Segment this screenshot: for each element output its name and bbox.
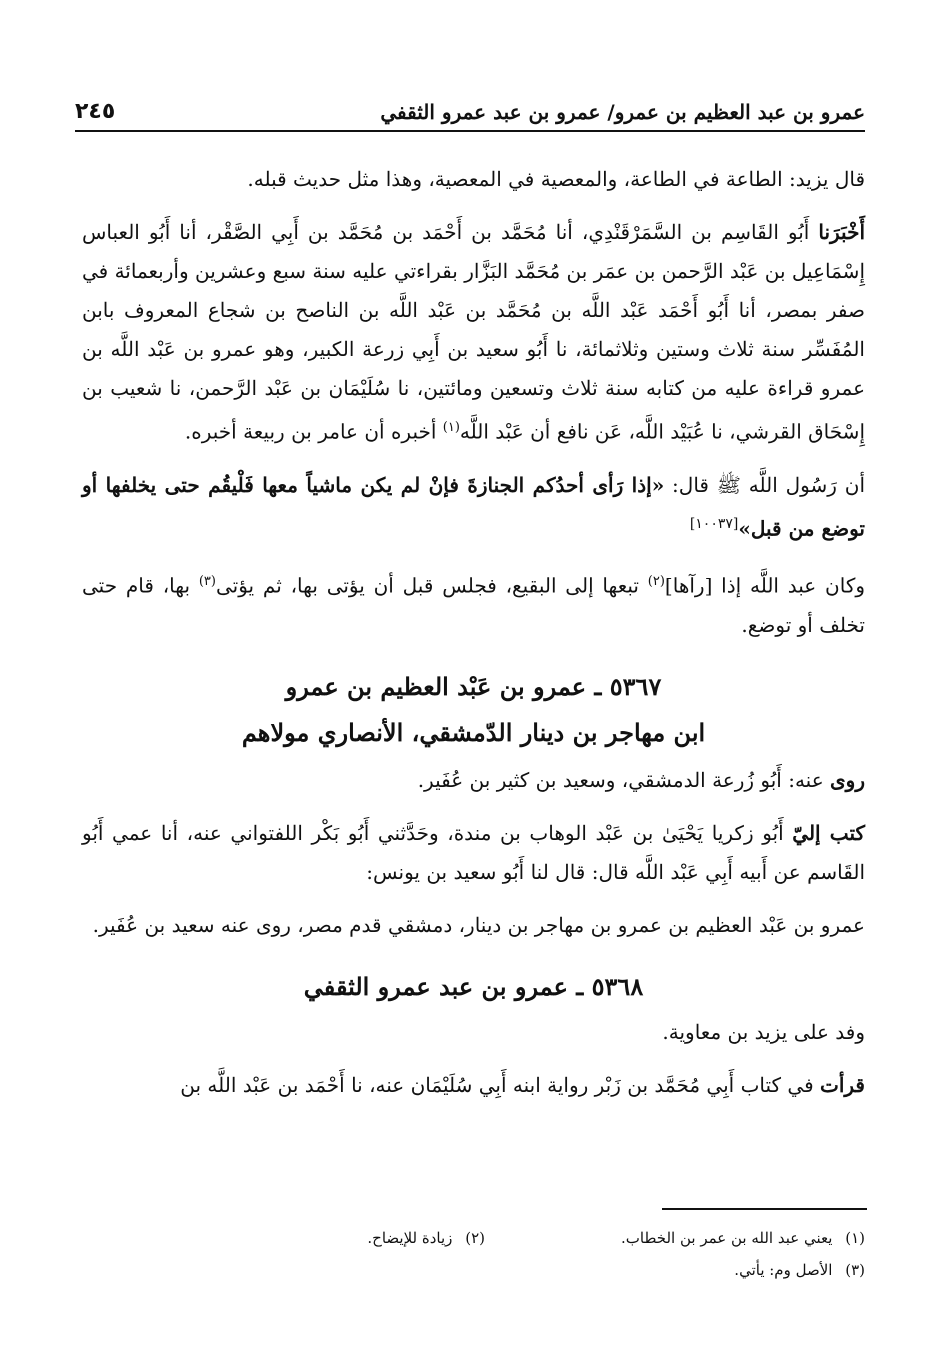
qara-text: في كتاب أَبِي مُحَمَّد بن زَبْر رواية ابنه أَبِي سُلَيْمَان عنه، نا أَحْمَد بن عَبْد اللَّه بن <box>180 1072 814 1097</box>
footnote-marker-1: (١) <box>442 420 460 435</box>
footnote-number: (١) <box>845 1229 865 1247</box>
entry-5368-qara <box>82 1066 865 1105</box>
paragraph-4-c: بها، قام حتى تخلف أو توضع. <box>82 573 865 637</box>
riwaya-lead: روى <box>830 767 865 792</box>
hadith-text: «إذا رَأى أحدُكم الجنازةَ فإنْ لم يكن ماشياً معها فَلْيقُم حتى يخلفها أو توضع من قبل» <box>82 472 865 541</box>
footnote-text: يعني عبد الله بن عمر بن الخطاب. <box>621 1229 833 1247</box>
footnote-marker-2: (٢) <box>647 574 665 590</box>
qara-lead: قرأت <box>820 1072 865 1097</box>
page-body <box>82 160 865 1119</box>
footnote-1 <box>485 1222 865 1254</box>
kataba-lead: كتب إليّ <box>792 820 866 845</box>
footnote-divider <box>662 1208 867 1210</box>
footnote-3 <box>485 1254 865 1286</box>
paragraph-2 <box>82 213 865 452</box>
entry-5367-bio: عمرو بن عَبْد العظيم بن عمرو بن مهاجر بن دينار، دمشقي قدم مصر، روى عنه سعيد بن عُفَير. <box>92 912 865 937</box>
paragraph-2-text: أَبُو القَاسِم بن السَّمَرْقَنْدِي، أنا مُحَمَّد بن أَحْمَد بن مُحَمَّد بن أَبِي الصَّقْر، أنا أَبُو العباس إِسْمَاعِيل بن عَبْد الرَّحمن بن عمَر بن مُحَمَّد البَزَّار بقراءتي عليه سنة سبع وعشرين وأربعمائة في صفر بمصر، أنا أَبُو أَحْمَد عَبْد اللَّه بن مُحَمَّد بن عَبْد اللَّه بن الناصح بن شجاع المعروف بابن المُفَسِّر سنة ثلاث وستين وثلاثمائة، نا أَبُو سعيد بن أَبِي زرعة الكبير، وهو عمرو بن عَبْد اللَّه بن عمرو قراءة عليه من كتابه سنة ثلاث وتسعين ومائتين، نا سُلَيْمَان بن عَبْد الرَّحمن، نا شعيب بن إِسْحَاق القرشي، نا عُبَيْد اللَّه، عَن نافع أن عَبْد اللَّه <box>82 220 865 444</box>
hadith-number: [١٠٠٣٧] <box>689 515 739 532</box>
footnote-row-2 <box>82 1254 865 1286</box>
footnote-2 <box>105 1222 485 1254</box>
footnote-row-1 <box>82 1222 865 1254</box>
riwaya-text: عنه: أَبُو زُرعة الدمشقي، وسعيد بن كثير بن عُفَير. <box>417 767 824 792</box>
footnote-number: (٢) <box>465 1229 485 1247</box>
footnotes <box>82 1222 865 1286</box>
paragraph-3-start: أن رَسُول اللَّه ﷺ قال: <box>672 472 866 497</box>
paragraph-1: قال يزيد: الطاعة في الطاعة، والمعصية في المعصية، وهذا مثل حديث قبله. <box>247 167 865 191</box>
kataba-text: أَبُو زكريا يَحْيَىٰ بن عَبْد الوهاب بن مندة، وحَدَّثني أَبُو بَكْر اللفتواني عنه، أنا عمي أَبُو القَاسم عن أَبيه أَبِي عَبْد اللَّه قال: قال لنا أَبُو سعيد بن يونس: <box>82 820 865 884</box>
footnote-marker-3: (٣) <box>198 574 216 590</box>
paragraph-4 <box>82 562 865 645</box>
entry-5367-riwaya <box>82 761 865 800</box>
paragraph-4-b: تبعها إلى البقيع، فجلس قبل أن يؤتى بها، ثم يؤتى <box>215 573 639 598</box>
footnote-number: (٣) <box>845 1261 865 1279</box>
paragraph-4-a: وكان عبد اللَّه إذا [رآها] <box>664 573 865 598</box>
footnote-text: زيادة للإيضاح. <box>367 1229 453 1247</box>
entry-5368-title: ٥٣٦٨ ـ عمرو بن عبد عمرو الثقفي <box>303 971 644 1001</box>
entry-5368-wafada: وفد على يزيد بن معاوية. <box>662 1019 865 1044</box>
entry-5367-title: ٥٣٦٧ ـ عمرو بن عَبْد العظيم بن عمرو <box>285 671 662 701</box>
paragraph-3 <box>82 466 865 549</box>
page-header <box>75 92 865 132</box>
running-title: عمرو بن عبد العظيم بن عمرو/ عمرو بن عبد عمرو الثقفي <box>380 100 865 124</box>
paragraph-2-lead: أَخْبَرَنا <box>818 220 866 244</box>
footnote-text: الأصل وم: يأتي. <box>734 1261 833 1279</box>
paragraph-2-end: أخبره أن عامر بن ربيعة أخبره. <box>184 419 437 444</box>
entry-5367-kataba <box>82 814 865 892</box>
entry-5367-subtitle: ابن مهاجر بن دينار الدّمشقي، الأنصاري مولاهم <box>241 717 706 747</box>
page-number: ٢٤٥ <box>75 99 116 124</box>
